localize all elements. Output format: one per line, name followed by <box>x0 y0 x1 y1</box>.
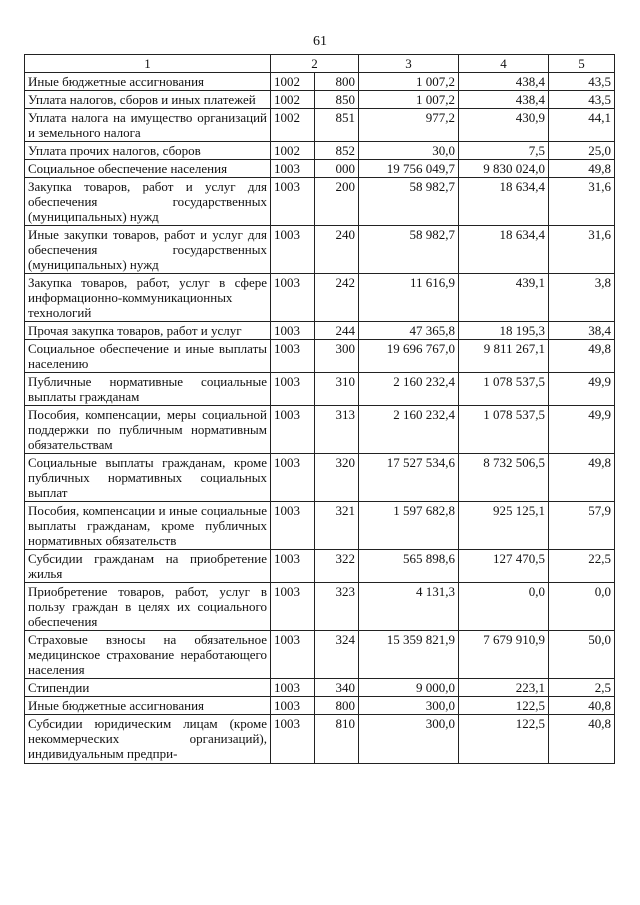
table-row <box>25 715 615 764</box>
table-row <box>25 697 615 715</box>
row-percent: 40,8 <box>549 697 615 715</box>
row-expense-code: 800 <box>315 73 359 91</box>
budget-table <box>24 54 615 764</box>
header-col-5: 5 <box>549 55 615 73</box>
row-expense-code: 310 <box>315 373 359 406</box>
row-section-code: 1003 <box>271 274 315 322</box>
row-plan-value: 19 696 767,0 <box>359 340 459 373</box>
row-section-code: 1003 <box>271 631 315 679</box>
row-expense-code: 320 <box>315 454 359 502</box>
row-name: Закупка товаров, работ, услуг в сфере информационно-коммуникационных технологий <box>25 274 271 322</box>
row-plan-value: 19 756 049,7 <box>359 160 459 178</box>
row-plan-value: 977,2 <box>359 109 459 142</box>
row-actual-value: 7,5 <box>459 142 549 160</box>
row-section-code: 1003 <box>271 583 315 631</box>
row-percent: 0,0 <box>549 583 615 631</box>
row-name: Социальные выплаты гражданам, кроме публичных нормативных социальных выплат <box>25 454 271 502</box>
page-number: 61 <box>313 34 327 49</box>
row-name: Закупка товаров, работ и услуг для обеспечения государственных (муниципальных) нужд <box>25 178 271 226</box>
row-plan-value: 47 365,8 <box>359 322 459 340</box>
row-section-code: 1003 <box>271 322 315 340</box>
row-plan-value: 58 982,7 <box>359 226 459 274</box>
row-actual-value: 7 679 910,9 <box>459 631 549 679</box>
row-percent: 49,8 <box>549 454 615 502</box>
row-percent: 43,5 <box>549 73 615 91</box>
row-actual-value: 430,9 <box>459 109 549 142</box>
table-row <box>25 340 615 373</box>
row-actual-value: 438,4 <box>459 73 549 91</box>
row-section-code: 1002 <box>271 109 315 142</box>
row-actual-value: 127 470,5 <box>459 550 549 583</box>
row-name: Прочая закупка товаров, работ и услуг <box>25 322 271 340</box>
table-row <box>25 583 615 631</box>
row-percent: 25,0 <box>549 142 615 160</box>
row-section-code: 1003 <box>271 373 315 406</box>
row-expense-code: 800 <box>315 697 359 715</box>
row-section-code: 1002 <box>271 73 315 91</box>
row-actual-value: 925 125,1 <box>459 502 549 550</box>
table-row <box>25 142 615 160</box>
table-header-row <box>25 55 615 73</box>
row-plan-value: 300,0 <box>359 715 459 764</box>
table-row <box>25 178 615 226</box>
row-plan-value: 17 527 534,6 <box>359 454 459 502</box>
row-actual-value: 1 078 537,5 <box>459 406 549 454</box>
row-actual-value: 1 078 537,5 <box>459 373 549 406</box>
row-plan-value: 30,0 <box>359 142 459 160</box>
row-expense-code: 321 <box>315 502 359 550</box>
row-actual-value: 439,1 <box>459 274 549 322</box>
row-plan-value: 9 000,0 <box>359 679 459 697</box>
row-expense-code: 244 <box>315 322 359 340</box>
row-section-code: 1003 <box>271 340 315 373</box>
header-col-1: 1 <box>25 55 271 73</box>
row-percent: 3,8 <box>549 274 615 322</box>
row-expense-code: 324 <box>315 631 359 679</box>
row-name: Пособия, компенсации и иные социальные выплаты гражданам, кроме публичных нормативных обязательств <box>25 502 271 550</box>
row-percent: 49,9 <box>549 373 615 406</box>
row-name: Уплата налога на имущество организаций и земельного налога <box>25 109 271 142</box>
row-actual-value: 18 634,4 <box>459 178 549 226</box>
row-expense-code: 852 <box>315 142 359 160</box>
row-name: Стипендии <box>25 679 271 697</box>
table-row <box>25 91 615 109</box>
row-section-code: 1003 <box>271 178 315 226</box>
row-percent: 49,8 <box>549 340 615 373</box>
row-name: Уплата налогов, сборов и иных платежей <box>25 91 271 109</box>
row-section-code: 1003 <box>271 454 315 502</box>
row-plan-value: 1 597 682,8 <box>359 502 459 550</box>
row-plan-value: 1 007,2 <box>359 91 459 109</box>
row-actual-value: 438,4 <box>459 91 549 109</box>
header-col-2: 2 <box>271 55 359 73</box>
row-name: Пособия, компенсации, меры социальной поддержки по публичным нормативным обязательствам <box>25 406 271 454</box>
row-name: Иные бюджетные ассигнования <box>25 697 271 715</box>
row-plan-value: 4 131,3 <box>359 583 459 631</box>
row-name: Страховые взносы на обязательное медицинское страхование неработающего населения <box>25 631 271 679</box>
row-percent: 22,5 <box>549 550 615 583</box>
table-row <box>25 109 615 142</box>
row-actual-value: 9 830 024,0 <box>459 160 549 178</box>
row-section-code: 1003 <box>271 160 315 178</box>
table-row <box>25 160 615 178</box>
row-name: Социальное обеспечение и иные выплаты населению <box>25 340 271 373</box>
row-expense-code: 240 <box>315 226 359 274</box>
row-expense-code: 313 <box>315 406 359 454</box>
table-row <box>25 373 615 406</box>
row-expense-code: 242 <box>315 274 359 322</box>
table-row <box>25 322 615 340</box>
row-expense-code: 200 <box>315 178 359 226</box>
table-row <box>25 550 615 583</box>
table-row <box>25 502 615 550</box>
row-name: Иные бюджетные ассигнования <box>25 73 271 91</box>
row-name: Публичные нормативные социальные выплаты гражданам <box>25 373 271 406</box>
row-expense-code: 810 <box>315 715 359 764</box>
row-expense-code: 000 <box>315 160 359 178</box>
table-row <box>25 406 615 454</box>
row-actual-value: 18 195,3 <box>459 322 549 340</box>
row-plan-value: 2 160 232,4 <box>359 373 459 406</box>
row-expense-code: 323 <box>315 583 359 631</box>
row-name: Приобретение товаров, работ, услуг в пользу граждан в целях их социального обеспечения <box>25 583 271 631</box>
row-name: Уплата прочих налогов, сборов <box>25 142 271 160</box>
row-actual-value: 223,1 <box>459 679 549 697</box>
row-percent: 50,0 <box>549 631 615 679</box>
row-percent: 31,6 <box>549 226 615 274</box>
row-expense-code: 850 <box>315 91 359 109</box>
row-expense-code: 300 <box>315 340 359 373</box>
row-expense-code: 340 <box>315 679 359 697</box>
row-section-code: 1003 <box>271 406 315 454</box>
table-row <box>25 226 615 274</box>
row-percent: 49,9 <box>549 406 615 454</box>
header-col-3: 3 <box>359 55 459 73</box>
row-percent: 44,1 <box>549 109 615 142</box>
row-percent: 38,4 <box>549 322 615 340</box>
row-plan-value: 15 359 821,9 <box>359 631 459 679</box>
row-plan-value: 1 007,2 <box>359 73 459 91</box>
header-col-4: 4 <box>459 55 549 73</box>
row-percent: 40,8 <box>549 715 615 764</box>
row-actual-value: 8 732 506,5 <box>459 454 549 502</box>
row-percent: 31,6 <box>549 178 615 226</box>
row-section-code: 1003 <box>271 550 315 583</box>
row-name: Иные закупки товаров, работ и услуг для обеспечения государственных (муниципальных) нужд <box>25 226 271 274</box>
row-section-code: 1003 <box>271 502 315 550</box>
row-section-code: 1003 <box>271 226 315 274</box>
table-row <box>25 679 615 697</box>
row-percent: 2,5 <box>549 679 615 697</box>
row-name: Субсидии юридическим лицам (кроме некоммерческих организаций), индивидуальным предпри- <box>25 715 271 764</box>
row-actual-value: 0,0 <box>459 583 549 631</box>
row-plan-value: 300,0 <box>359 697 459 715</box>
row-name: Субсидии гражданам на приобретение жилья <box>25 550 271 583</box>
row-plan-value: 58 982,7 <box>359 178 459 226</box>
row-actual-value: 122,5 <box>459 715 549 764</box>
row-section-code: 1002 <box>271 91 315 109</box>
table-row <box>25 631 615 679</box>
row-plan-value: 565 898,6 <box>359 550 459 583</box>
row-actual-value: 18 634,4 <box>459 226 549 274</box>
row-plan-value: 11 616,9 <box>359 274 459 322</box>
row-expense-code: 851 <box>315 109 359 142</box>
row-name: Социальное обеспечение населения <box>25 160 271 178</box>
row-section-code: 1002 <box>271 142 315 160</box>
row-section-code: 1003 <box>271 679 315 697</box>
row-percent: 57,9 <box>549 502 615 550</box>
row-section-code: 1003 <box>271 715 315 764</box>
row-percent: 49,8 <box>549 160 615 178</box>
row-plan-value: 2 160 232,4 <box>359 406 459 454</box>
row-actual-value: 122,5 <box>459 697 549 715</box>
table-row <box>25 73 615 91</box>
row-actual-value: 9 811 267,1 <box>459 340 549 373</box>
row-section-code: 1003 <box>271 697 315 715</box>
row-expense-code: 322 <box>315 550 359 583</box>
table-row <box>25 454 615 502</box>
table-row <box>25 274 615 322</box>
row-percent: 43,5 <box>549 91 615 109</box>
